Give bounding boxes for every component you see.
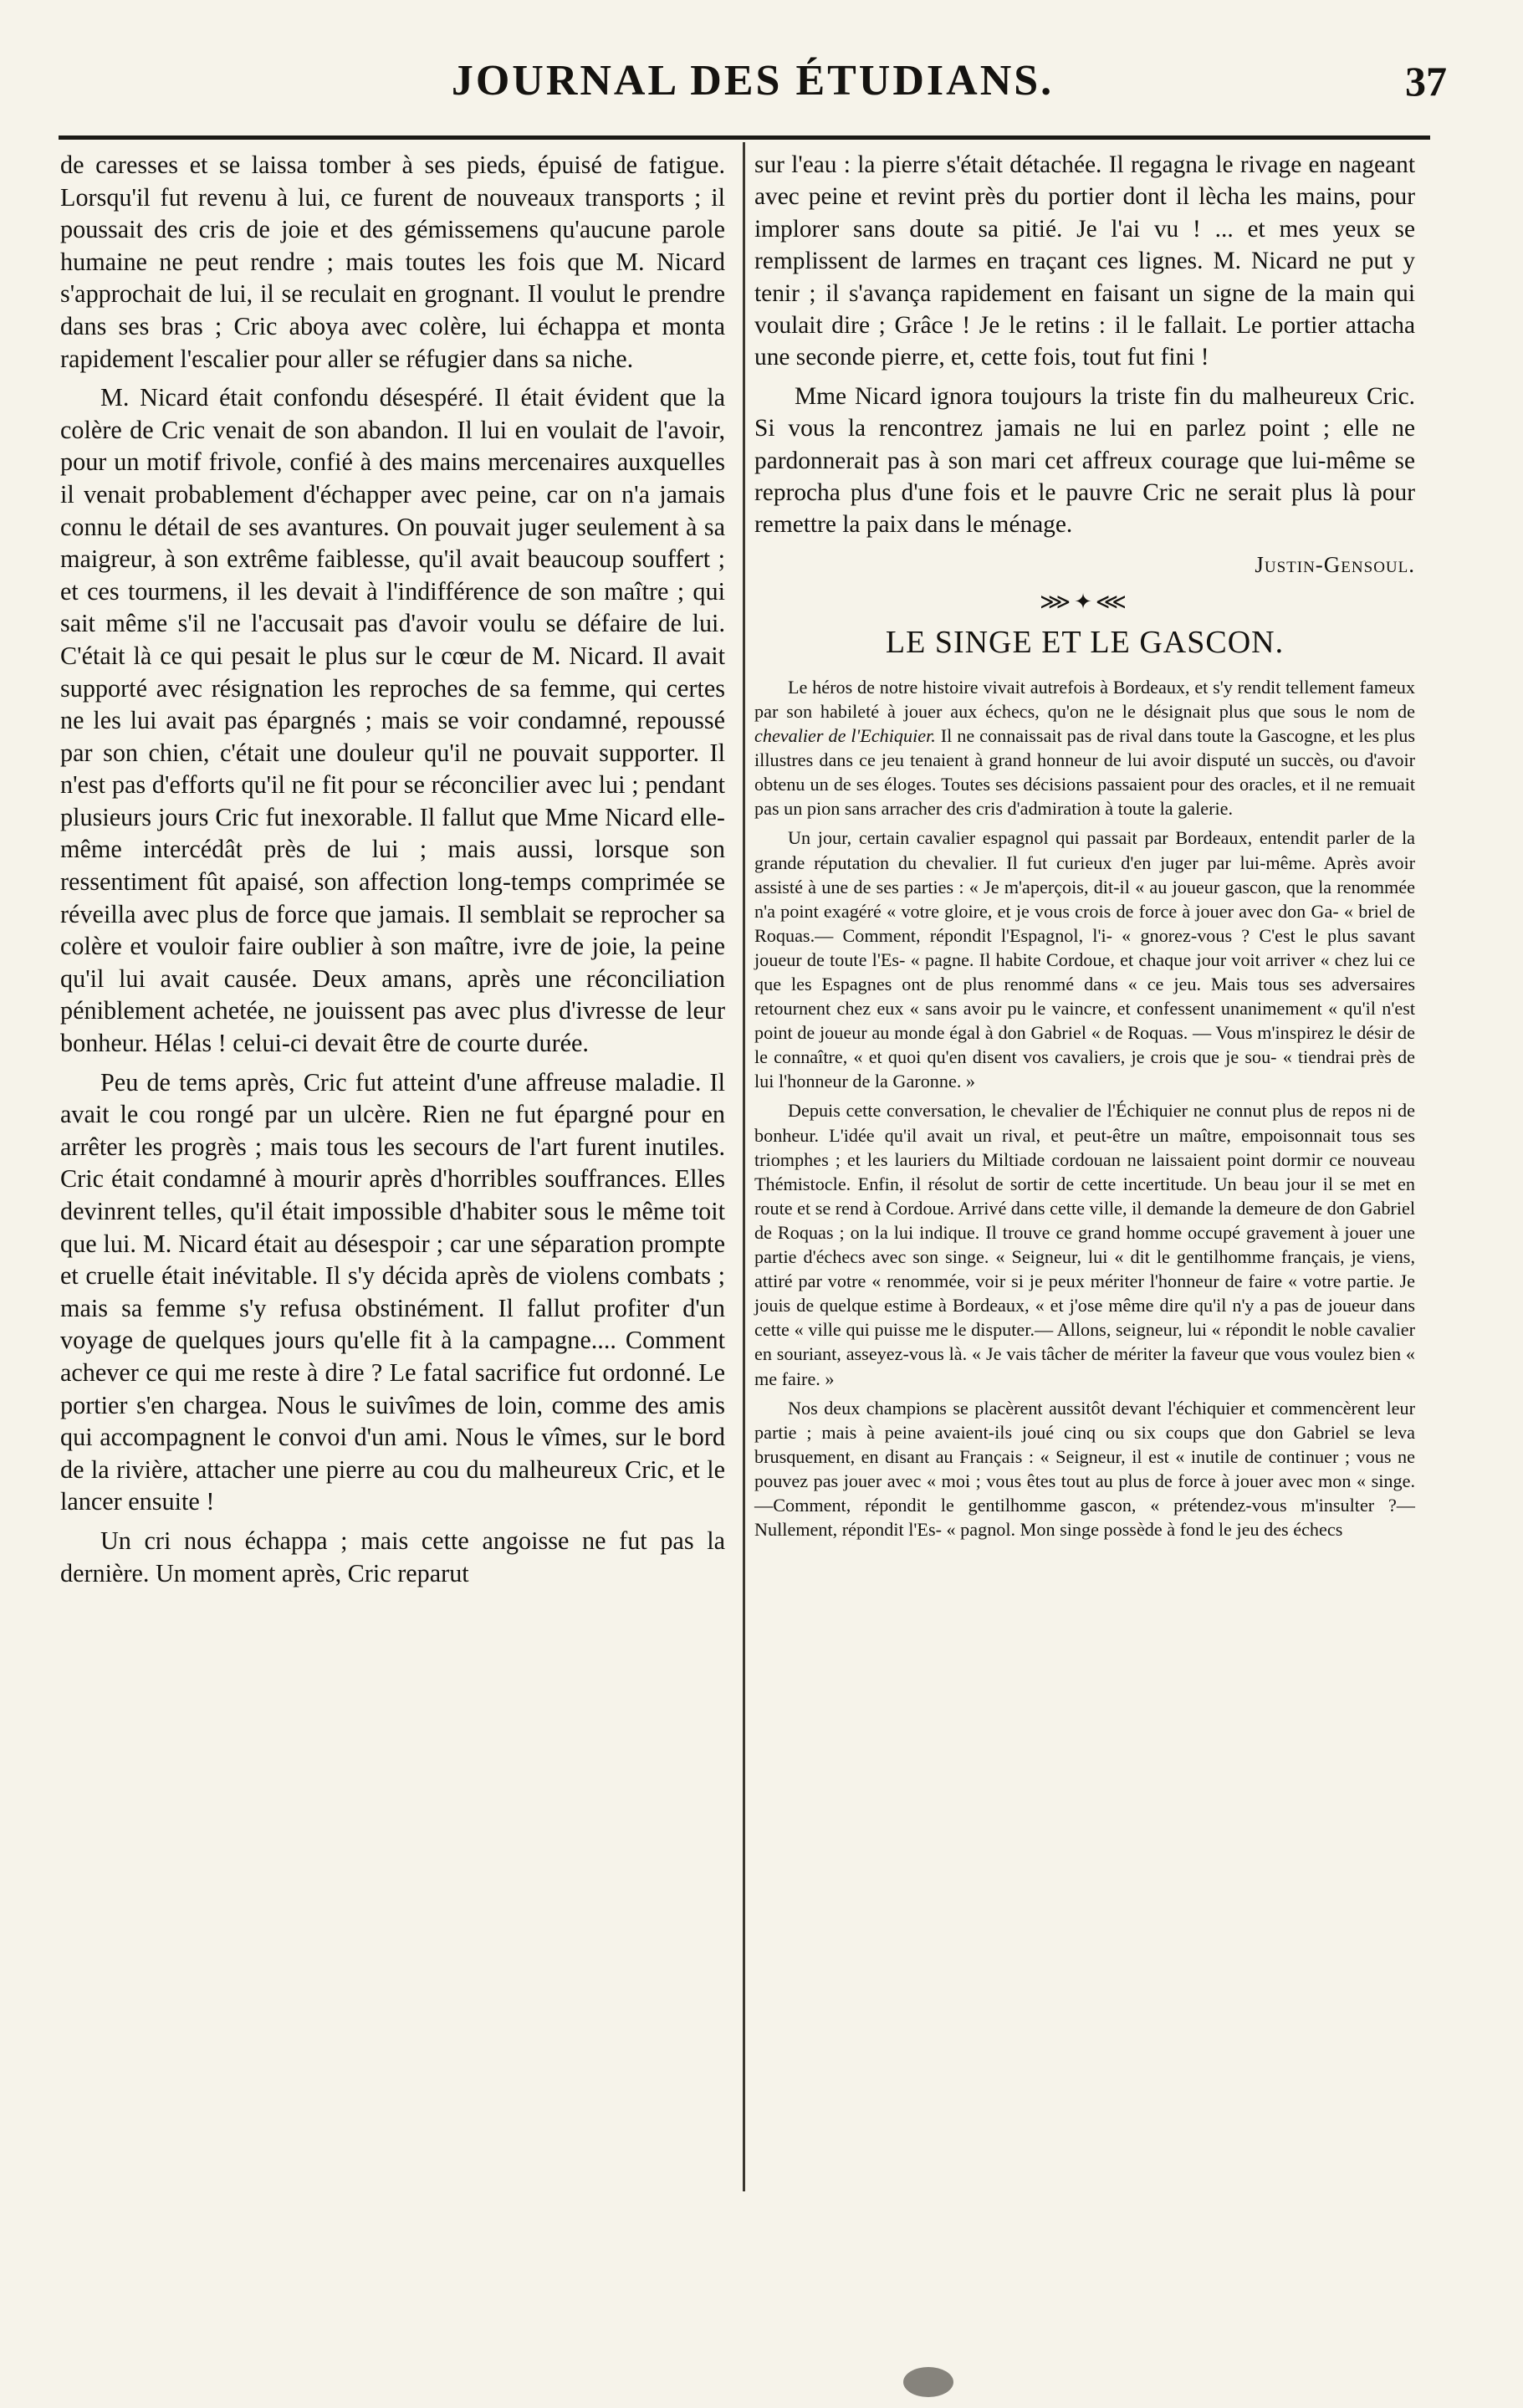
header-rule xyxy=(59,135,1430,140)
small-paragraph xyxy=(754,826,1415,1093)
text-run: Depuis cette conversation, le chevalier de l'Échiquier ne connut plus de repos ni de bonheur. L'idée qu'il avait un rival, et peut-être un maître, empoisonnait tous ses triomphes ; et les lauriers du Miltiade cordouan ne laissaient point dormir ce nouveau Thémistocle. Enfin, il résolut de sortir de cette incertitude. Un beau jour il se met en route et se rend à Cordoue. Arrivé dans cette ville, il demande la demeure de don Gabriel de Roquas ; on la lui indique. Il trouve ce grand homme occupé gravement à jouer une partie d'échecs avec son singe. « Seigneur, lui « dit le gentilhomme français, je viens, attiré par votre « renommée, voir si je peux mériter l'honneur de faire « votre partie. Je jouis de quelque estime à Bordeaux, « et j'ose même dire qu'il n'y a pas de joueur dans cette « ville qui puisse me le disputer.— Allons, seigneur, lui « répondit le noble cavalier en souriant, asseyez-vous là. « Je vais tâcher de mériter la faveur que vous voulez bien « me faire. » xyxy=(754,1100,1415,1389)
page-header xyxy=(59,52,1447,117)
paragraph: Peu de tems après, Cric fut atteint d'une affreuse maladie. Il avait le cou rongé par un ulcère. Rien ne fut épargné pour en arrêter les progrès ; mais tous les secours de l'art furent inutiles. Cric était condamné à mourir après d'horribles souffrances. Elles devinrent telles, qu'il était impossible d'habiter sous le même toit que lui. M. Nicard était au désespoir ; car une séparation prompte et cruelle était inévitable. Il s'y décida après de violens combats ; mais sa femme s'y refusa obstinément. Il fallut profiter d'un voyage de quelques jours qu'elle fit à la campagne.... Comment achever ce qui me reste à dire ? Le fatal sacrifice fut ordonné. Le portier s'en chargea. Nous le suivîmes de loin, comme des amis qui accompagnent le convoi d'un ami. Nous le vîmes, sur le bord de la rivière, attacher une pierre au cou du malheureux Cric, et le lancer ensuite ! xyxy=(60,1067,725,1516)
small-paragraph xyxy=(754,1098,1415,1390)
paragraph: Un cri nous échappa ; mais cette angoisse ne fut pas la dernière. Un moment après, Cric reparut xyxy=(60,1526,725,1587)
ornament-divider: ⋙✦⋘ xyxy=(1040,589,1130,614)
paragraph: M. Nicard était confondu désespéré. Il était évident que la colère de Cric venait de son abandon. Il lui en voulait de l'avoir, pour un motif frivole, confié à des mains mercenaires auxquelles il venait probablement d'échapper avec peine, car on n'a jamais connu le détail de ses avantures. On pouvait juger seulement à sa maigreur, à son extrême faiblesse, qu'il avait beaucoup souffert ; et ces tourmens, il les devait à l'indifférence de son maître ; qui sait même s'il ne l'accusait pas d'avoir voulu se défaire de lui. C'était là ce qui pesait le plus sur le cœur de M. Nicard. Il avait supporté avec résignation les reproches de sa femme, qui certes ne les lui avait pas épargnés ; mais se voir condamné, repoussé par son chien, c'était une douleur qu'il ne pouvait supporter. Il n'est pas d'efforts qu'il ne fit pour se réconcilier avec lui ; pendant plusieurs jours Cric fut inexorable. Il fallut que Mme Nicard elle-même intercédât près de lui ; mais aussi, lorsque son ressentiment fût apaisé, son affection long-temps comprimée se réveilla avec plus de force que jamais. Il semblait se reprocher sa colère et vouloir faire oublier à son maître, ivre de joie, la peine qu'il lui avait causée. Deux amans, après une réconciliation péniblement achetée, ne jouissent pas avec plus d'ivresse de leur bonheur. Hélas ! celui-ci devait être de courte durée. xyxy=(60,383,725,1058)
ink-smudge xyxy=(903,2367,953,2397)
column-divider xyxy=(743,142,745,2191)
text-run: Nos deux champions se placèrent aussitôt devant l'échiquier et commencèrent leur partie ; mais à peine avaient-ils joué cinq ou six coups que don Gabriel se leva brusquement, en disant au Français : « Seigneur, il est « inutile de continuer ; vous ne pouvez pas jouer avec « moi ; vous êtes tout au plus de force à jouer avec mon « singe.—Comment, répondit le gentilhomme gascon, « prétendez-vous m'insulter ?— Nullement, répondit l'Es- « pagnol. Mon singe possède à fond le jeu des échecs xyxy=(754,1397,1415,1541)
paragraph: Mme Nicard ignora toujours la triste fin du malheureux Cric. Si vous la rencontrez jamais ne lui en parlez point ; elle ne pardonnerait pas à son mari cet affreux courage que lui-même se reprocha plus d'une fois et le pauvre Cric ne serait plus là pour remettre la paix dans le ménage. xyxy=(754,382,1415,539)
paragraph: de caresses et se laissa tomber à ses pieds, épuisé de fatigue. Lorsqu'il fut revenu à lui, ce furent de nouveaux transports ; il poussait des cris de joie et des gémissemens qu'aucune parole humaine ne peut rendre ; mais toutes les fois que M. Nicard s'approchait de lui, il se reculait en grognant. Il voulut le prendre dans ses bras ; Cric aboya avec colère, lui échappa et monta rapidement l'escalier pour aller se réfugier dans sa niche. xyxy=(60,151,725,373)
italic-text-run: chevalier de l'Echiquier. xyxy=(754,725,936,747)
page-number: 37 xyxy=(1405,58,1447,105)
small-paragraph xyxy=(754,675,1415,821)
paragraph: sur l'eau : la pierre s'était détachée. Il regagna le rivage en nageant avec peine et revint près du portier dont il lècha les mains, pour implorer sans doute sa pitié. Je l'ai vu ! ... et mes yeux se remplissent de larmes en traçant ces lignes. M. Nicard ne put y tenir ; il s'avança rapidement en faisant un signe de la main qui voulait dire ; Grâce ! Je le retins : il le fallait. Le portier attacha une seconde pierre, et, cette fois, tout fut fini ! xyxy=(754,151,1415,371)
left-column xyxy=(60,149,725,1596)
text-run: Un jour, certain cavalier espagnol qui passait par Bordeaux, entendit parler de la grande réputation du chevalier. Il fut curieux d'en juger par lui-même. Après avoir assisté à une de ses parties : « Je m'aperçois, dit-il « au joueur gascon, que la renommée n'a point exagéré « votre gloire, et je vous crois de force à jouer avec don Ga- « briel de Roquas.— Comment, répondit l'Espagnol, l'i- « gnorez-vous ? C'est le plus savant joueur de toute l'Es- « pagne. Il habite Cordoue, et chaque jour voit arriver « chez lui ce que les Espagnes ont de plus renommé dans « ce jeu. Mais tous ses adversaires retournent chez eux « sans avoir pu le vaincre, et confessent unanimement « qu'il n'est point de joueur au monde égal à don Gabriel « de Roquas. — Vous m'inspirez le désir de le connaître, « et quoi qu'en disent vos cavaliers, je crois que je sou- « tiendrai près de lui l'honneur de la Garonne. » xyxy=(754,827,1415,1092)
text-run: Le héros de notre histoire vivait autrefois à Bordeaux, et s'y rendit tellement fameux par son habileté à jouer aux échecs, qu'on ne le désignait plus que sous le nom de xyxy=(754,676,1415,722)
journal-title: JOURNAL DES ÉTUDIANS. xyxy=(451,57,1055,105)
right-column xyxy=(754,149,1415,1547)
small-paragraph xyxy=(754,1396,1415,1542)
text-run: Il ne connaissait pas de rival dans toute la Gascogne, et les plus illustres dans ce jeu tenaient à grand honneur de lui avoir disputé un succès, ou d'avoir obtenu un de ses éloges. Toutes ses décisions passaient pour des oracles, et il ne remuait pas un pion sans arracher des cris d'admiration à toute la galerie. xyxy=(754,725,1415,820)
article-title: LE SINGE ET LE GASCON. xyxy=(885,624,1285,660)
author-signature: Justin-Gensoul. xyxy=(1255,551,1415,577)
